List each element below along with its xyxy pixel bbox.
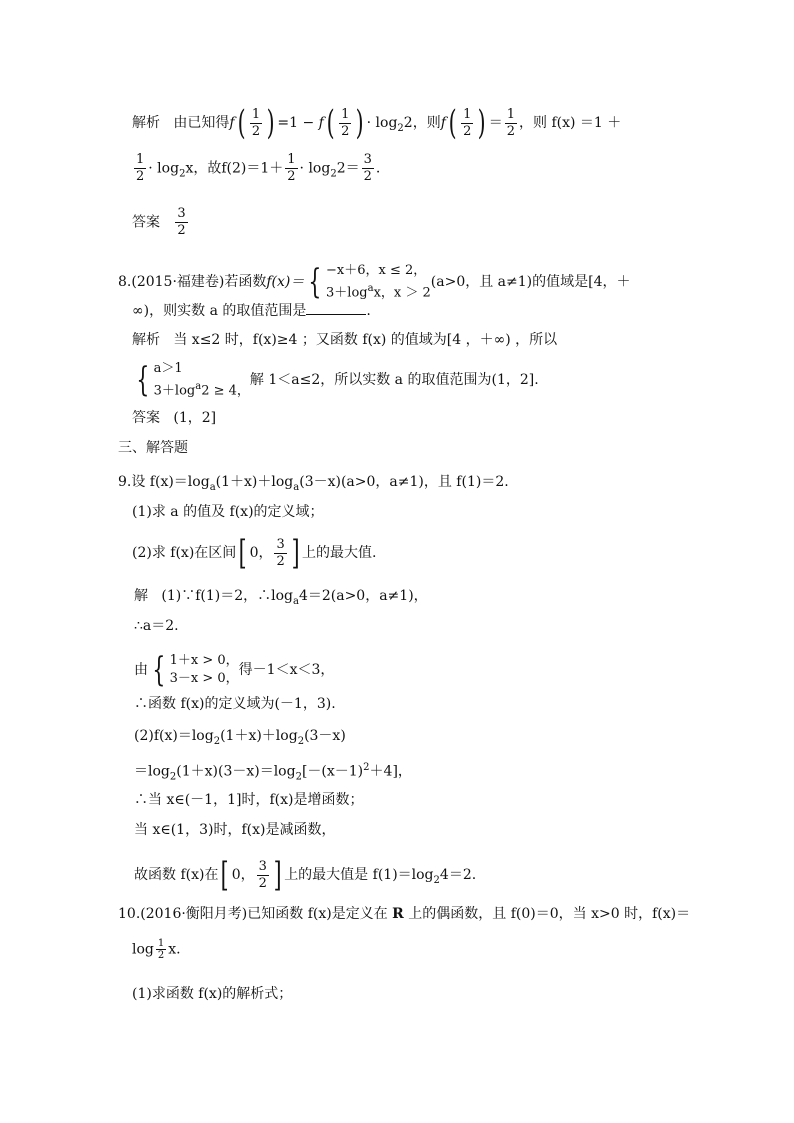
paren: ( xyxy=(326,103,335,143)
text: . xyxy=(375,160,381,177)
answer-fraction xyxy=(175,206,187,239)
text: 4＝2. xyxy=(439,867,477,883)
fraction xyxy=(274,537,286,570)
p8-stem xyxy=(118,262,631,302)
text: x，故 xyxy=(185,160,222,177)
func-f: f xyxy=(318,115,324,131)
analysis-text: 当 x≤2 时，f(x)≥4 ；又函数 f(x) 的值域为[4 ，＋∞) ，所以 xyxy=(173,332,558,348)
sys-2 xyxy=(154,378,250,400)
subscript: 2 xyxy=(213,735,221,747)
p9-sol3 xyxy=(134,652,334,688)
text: 2＝ xyxy=(336,160,360,177)
text: ，则 xyxy=(412,115,441,131)
p8-analysis-line1 xyxy=(132,330,557,350)
system xyxy=(170,652,239,688)
fraction-half xyxy=(461,107,473,140)
frac-num: 3 xyxy=(363,152,372,167)
fraction-half xyxy=(505,107,517,140)
superscript: 2 xyxy=(363,762,370,773)
sys-1: 1＋x > 0， xyxy=(169,653,239,668)
answer-label: 答案 xyxy=(132,214,160,231)
frac-den: 2 xyxy=(157,950,165,961)
problem-number: 8. xyxy=(118,274,132,291)
brace: { xyxy=(136,360,150,401)
func-f: f xyxy=(440,115,446,131)
fraction-three-halves xyxy=(362,152,374,185)
frac-num: 3 xyxy=(276,536,285,552)
text: . xyxy=(366,303,371,319)
frac-den: 2 xyxy=(363,169,372,184)
p7-answer xyxy=(132,206,190,239)
text: (1)∵f(1)＝2，∴log xyxy=(161,588,293,604)
text: ＝log xyxy=(134,763,170,780)
p10-stem xyxy=(118,904,690,924)
p8-line2 xyxy=(132,300,371,321)
text: ，则 xyxy=(519,115,547,131)
frac-den: 2 xyxy=(506,123,515,139)
frac-den: 2 xyxy=(258,875,267,891)
p9-q1: (1)求 a 的值及 f(x)的定义域； xyxy=(132,504,324,520)
text: x，x ＞ 2 xyxy=(373,285,431,301)
text: [－(x－1) xyxy=(301,763,364,780)
text: (3－x)(a>0，a≠1)，且 f(1)＝2. xyxy=(299,474,509,490)
answer-blank xyxy=(306,300,366,315)
fraction-half xyxy=(134,152,146,185)
answer-label: 答案 xyxy=(132,410,160,426)
problem-source: (2015·福建卷) xyxy=(131,274,225,291)
subscript: 2 xyxy=(169,771,177,783)
frac-num: 3 xyxy=(258,858,267,874)
text: 若函数 xyxy=(224,274,267,291)
analysis-label: 解析 xyxy=(132,115,160,131)
fraction-half xyxy=(339,107,351,140)
text: ＋4]， xyxy=(369,763,412,780)
p9-sol1 xyxy=(134,586,428,612)
text: 上的最大值是 f(1)＝log xyxy=(284,867,434,883)
func-f: f xyxy=(229,115,235,131)
p9-sol7: ∴当 x∈(－1，1]时，f(x)是增函数； xyxy=(134,792,364,808)
paren: ) xyxy=(478,103,487,143)
subscript: 2 xyxy=(433,874,440,886)
bracket: ] xyxy=(273,855,282,895)
frac-den: 2 xyxy=(463,123,472,139)
subscript: 2 xyxy=(179,168,186,180)
text: · log xyxy=(148,160,180,177)
text: f(x) ＝1 ＋ xyxy=(551,115,622,131)
text: 得－1＜x＜3， xyxy=(238,662,335,678)
text: 9.设 f(x)＝log xyxy=(118,474,210,490)
frac-den: 2 xyxy=(251,123,261,139)
frac-num: 1 xyxy=(463,106,472,122)
frac-num: 1 xyxy=(157,938,165,949)
text: (1＋x)＋log xyxy=(220,728,298,744)
fraction xyxy=(257,859,269,892)
text: =1 − xyxy=(277,115,315,131)
text: f(2)＝1＋ xyxy=(221,160,284,177)
subscript: 2 xyxy=(330,168,337,180)
p9-sol5 xyxy=(134,726,346,752)
frac-num: 1 xyxy=(341,106,350,122)
bracket: [ xyxy=(221,855,230,895)
text: 10.(2016·衡阳月考)已知函数 f(x)是定义在 xyxy=(118,906,388,922)
frac-den: 2 xyxy=(287,169,296,184)
p10-q1: (1)求函数 f(x)的解析式； xyxy=(132,986,293,1002)
p10-log xyxy=(132,938,181,961)
p9-sol6 xyxy=(134,758,412,787)
frac-den: 2 xyxy=(136,169,145,184)
p8-answer xyxy=(132,408,216,428)
text: 2 xyxy=(403,115,413,131)
p9-q2 xyxy=(132,533,377,573)
section-title: 三、解答题 xyxy=(118,440,188,456)
solution-label: 解 xyxy=(134,588,148,604)
p7-analysis-line2 xyxy=(132,152,380,185)
system xyxy=(154,360,250,400)
subscript: a xyxy=(292,595,299,607)
analysis-text: 由已知得 xyxy=(173,115,230,131)
subscript: a xyxy=(293,481,300,493)
frac-num: 1 xyxy=(251,106,261,122)
text: log xyxy=(132,941,154,958)
text: f(x)＝ xyxy=(266,274,305,291)
p9-sol8: 当 x∈(1，3)时，f(x)是减函数， xyxy=(134,822,336,838)
text: 0， xyxy=(231,867,255,883)
text: 上的最大值. xyxy=(302,545,377,561)
text: x. xyxy=(168,941,181,958)
subscript: a xyxy=(209,481,216,493)
frac-den: 2 xyxy=(341,123,350,139)
p9-sol4: ∴函数 f(x)的定义域为(－1，3). xyxy=(134,696,336,712)
text: 故函数 f(x)在 xyxy=(134,867,219,883)
text: ∞)，则实数 a 的取值范围是 xyxy=(132,303,307,319)
frac-num: 1 xyxy=(287,152,296,167)
text: (a>0，且 a≠1)的值域是[4，＋ xyxy=(430,274,631,291)
subscript: 2 xyxy=(295,771,302,783)
frac-num: 1 xyxy=(136,152,145,167)
paren: ) xyxy=(266,103,275,143)
text: (1＋x)(3－x)＝log xyxy=(176,763,296,780)
paren: ( xyxy=(237,103,246,143)
text: 上的偶函数，且 f(0)＝0，当 x>0 时，f(x)＝ xyxy=(408,906,691,922)
case-1: −x＋6，x ≤ 2， xyxy=(326,263,427,278)
text: 3＋log xyxy=(153,383,196,399)
subscript: 2 xyxy=(397,122,404,134)
log-base-fraction xyxy=(156,938,166,961)
text: 解 1＜a≤2，所以实数 a 的取值范围为(1，2]. xyxy=(249,372,539,389)
superscript: a xyxy=(367,283,374,294)
frac-den: 2 xyxy=(276,553,285,569)
p8-analysis-line2 xyxy=(132,360,539,400)
p7-analysis-line1: 解析 由已知得f( $\frac{1}{2}$ ) =1 − f( $\frac{1}{2}$ ) · $\log_22$，则f( $\frac{1}{2}$ ) ＝ $\frac{1}{2}$ ，则 f(x) ＝1 ＋ xyxy=(132,103,622,143)
text: · log xyxy=(366,115,398,131)
fraction-half xyxy=(285,152,297,185)
text: (1＋x)＋log xyxy=(215,474,294,490)
piecewise-cases xyxy=(326,262,431,302)
paren: ) xyxy=(356,103,364,143)
sys-2: 3－x > 0， xyxy=(169,671,239,686)
frac-num: 3 xyxy=(177,206,186,221)
fraction-half xyxy=(250,107,262,140)
text: 0， xyxy=(249,545,273,561)
paren: ( xyxy=(448,103,457,143)
bracket: [ xyxy=(238,533,247,573)
text: 4＝2(a>0，a≠1)， xyxy=(298,588,428,604)
superscript: a xyxy=(195,381,202,392)
text: (2)求 f(x)在区间 xyxy=(132,545,237,561)
p9-sol9 xyxy=(134,855,477,895)
analysis-label: 解析 xyxy=(132,332,160,348)
text: 3＋log xyxy=(326,285,368,301)
frac-num: 1 xyxy=(506,106,515,122)
text: 2 ≥ 4， xyxy=(201,383,250,399)
text: (2)f(x)＝log xyxy=(134,728,214,744)
subscript: 2 xyxy=(297,735,305,747)
brace: { xyxy=(308,262,322,303)
text: 由 xyxy=(134,662,148,678)
answer-value: (1，2] xyxy=(173,410,217,426)
bracket: ] xyxy=(291,533,300,573)
p9-sol2: ∴a＝2. xyxy=(134,618,179,634)
frac-den: 2 xyxy=(177,223,186,238)
case-2 xyxy=(326,280,431,302)
text: · log xyxy=(299,160,331,177)
text: (3－x) xyxy=(304,728,346,744)
sys-1: a＞1 xyxy=(153,361,183,376)
p9-stem xyxy=(118,472,509,498)
brace: { xyxy=(152,650,166,690)
real-set: R xyxy=(392,906,404,922)
